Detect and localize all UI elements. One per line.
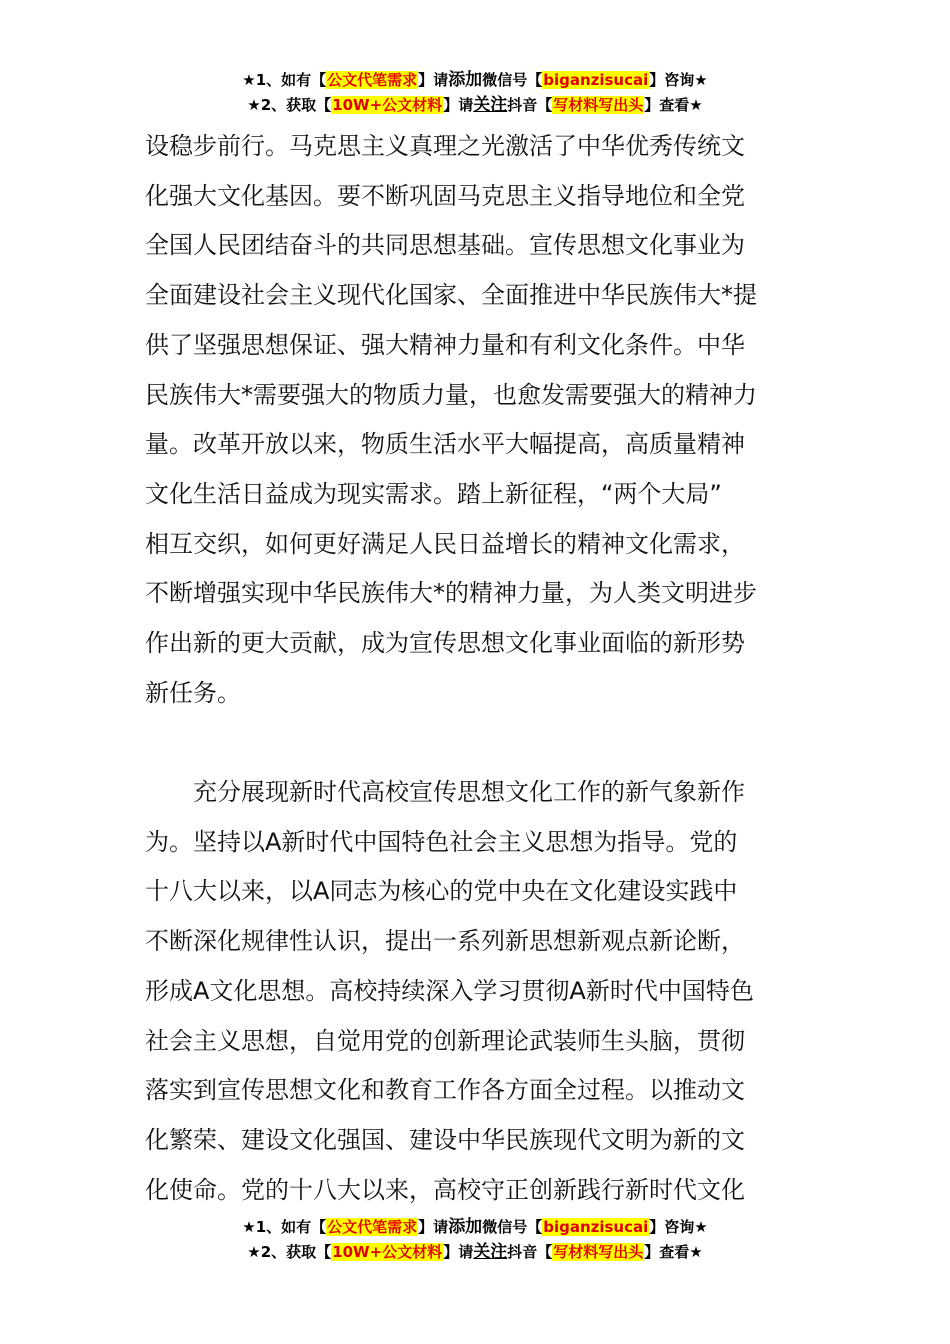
banner-highlight-service: 公文代笔需求 xyxy=(327,1218,418,1236)
text-line: 十八大以来，以A同志为核心的党中央在文化建设实践中 xyxy=(145,877,738,906)
text-line: 全国人民团结奋斗的共同思想基础。宣传思想文化事业为 xyxy=(145,231,745,260)
banner-emphasis: 关注 xyxy=(473,95,508,115)
text-line: 化强大文化基因。要不断巩固马克思主义指导地位和全党 xyxy=(145,181,745,210)
text-line: 为。坚持以A新时代中国特色社会主义思想为指导。党的 xyxy=(145,827,738,856)
text-line: 新任务。 xyxy=(145,678,241,707)
banner-emphasis: 添加 xyxy=(448,70,483,90)
text-line: 社会主义思想，自觉用党的创新理论武装师生头脑，贯彻 xyxy=(145,1026,745,1055)
text-line: 供了坚强思想保证、强大精神力量和有利文化条件。中华 xyxy=(145,330,745,359)
banner-highlight-douyin: 写材料写出头 xyxy=(553,96,644,114)
text-line: 量。改革开放以来，物质生活水平大幅提高，高质量精神 xyxy=(145,430,745,459)
banner-highlight-materials: 10W+公文材料 xyxy=(332,96,443,114)
text-line: 落实到宣传思想文化和教育工作各方面全过程。以推动文 xyxy=(145,1076,745,1105)
banner-text: ★2、获取【 xyxy=(247,1243,332,1261)
banner-emphasis: 关注 xyxy=(473,1242,508,1262)
banner-text: 】查看★ xyxy=(644,96,703,114)
text-line: 民族伟大*需要强大的物质力量，也愈发需要强大的精神力 xyxy=(145,380,757,409)
text-line: 相互交织，如何更好满足人民日益增长的精神文化需求， xyxy=(145,529,745,558)
banner-text: ★2、获取【 xyxy=(247,96,332,114)
text-line: 不断增强实现中华民族伟大*的精神力量，为人类文明进步 xyxy=(145,579,757,608)
body-paragraph-2 xyxy=(145,768,810,1215)
banner-text: 】咨询★ xyxy=(649,71,708,89)
banner-highlight-service: 公文代笔需求 xyxy=(327,71,418,89)
banner-line-1 xyxy=(0,1215,950,1240)
text-line: 化繁荣、建设文化强国、建设中华民族现代文明为新的文 xyxy=(145,1125,745,1154)
header-banner xyxy=(0,68,950,118)
banner-highlight-wechat-id: biganzisucai xyxy=(543,71,649,89)
text-line: 形成A文化思想。高校持续深入学习贯彻A新时代中国特色 xyxy=(145,976,754,1005)
text-line: 全面建设社会主义现代化国家、全面推进中华民族伟大*提 xyxy=(145,281,757,310)
banner-text: ★1、如有【 xyxy=(242,71,327,89)
banner-emphasis: 添加 xyxy=(448,1217,483,1237)
text-line: 不断深化规律性认识，提出一系列新思想新观点新论断， xyxy=(145,927,745,956)
banner-text: 抖音【 xyxy=(507,96,553,114)
banner-highlight-douyin: 写材料写出头 xyxy=(553,1243,644,1261)
banner-line-2 xyxy=(0,93,950,118)
banner-text: 】请 xyxy=(418,1218,449,1236)
banner-text: 微信号【 xyxy=(482,1218,543,1236)
banner-text: ★1、如有【 xyxy=(242,1218,327,1236)
banner-highlight-materials: 10W+公文材料 xyxy=(332,1243,443,1261)
text-line: 化使命。党的十八大以来，高校守正创新践行新时代文化 xyxy=(145,1175,745,1204)
banner-highlight-wechat-id: biganzisucai xyxy=(543,1218,649,1236)
banner-text: 】请 xyxy=(418,71,449,89)
footer-banner xyxy=(0,1215,950,1265)
body-paragraph-1 xyxy=(145,122,810,718)
banner-text: 】请 xyxy=(443,96,474,114)
banner-text: 抖音【 xyxy=(507,1243,553,1261)
banner-text: 】咨询★ xyxy=(649,1218,708,1236)
banner-text: 微信号【 xyxy=(482,71,543,89)
banner-line-2 xyxy=(0,1240,950,1265)
banner-text: 】请 xyxy=(443,1243,474,1261)
text-line: 作出新的更大贡献，成为宣传思想文化事业面临的新形势 xyxy=(145,629,745,658)
text-line: 充分展现新时代高校宣传思想文化工作的新气象新作 xyxy=(193,778,745,806)
text-line: 文化生活日益成为现实需求。踏上新征程，“两个大局” xyxy=(145,479,722,508)
banner-text: 】查看★ xyxy=(644,1243,703,1261)
banner-line-1 xyxy=(0,68,950,93)
text-line: 设稳步前行。马克思主义真理之光激活了中华优秀传统文 xyxy=(145,132,745,160)
